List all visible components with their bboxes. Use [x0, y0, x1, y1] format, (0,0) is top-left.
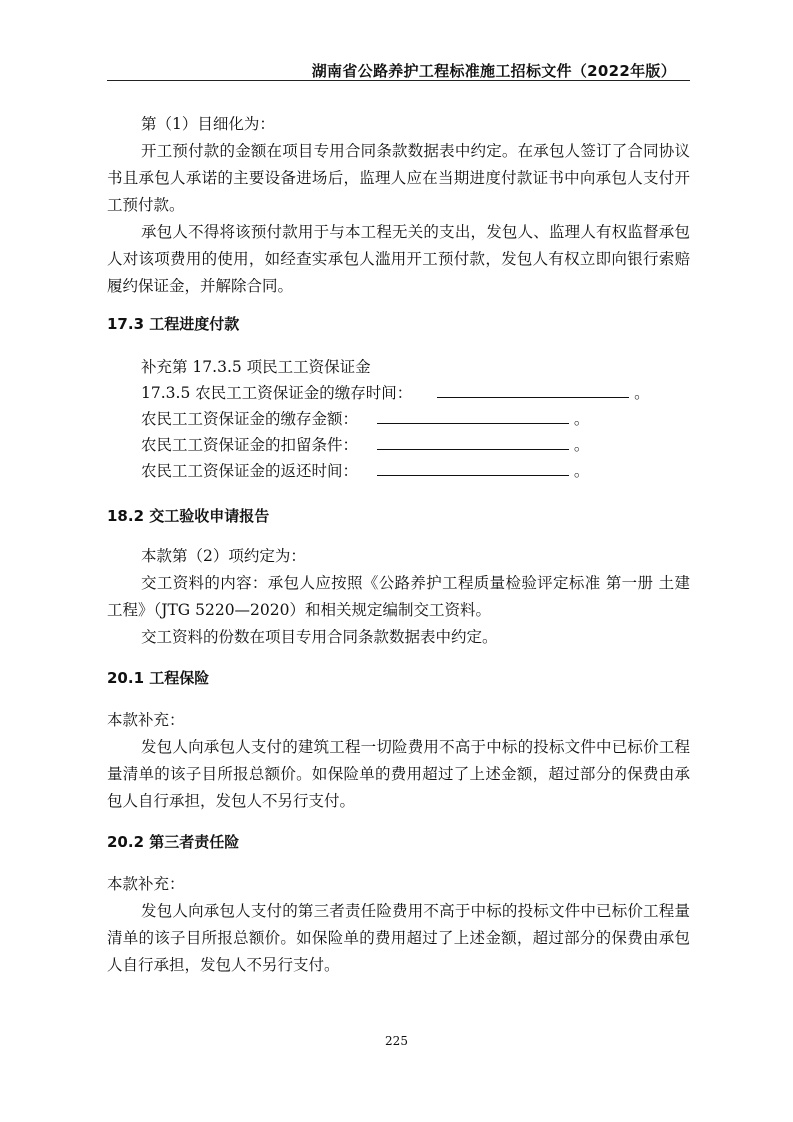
- field-label: 农民工工资保证金的缴存金额：: [141, 410, 359, 428]
- field-end-mark: 。: [634, 384, 650, 402]
- section-18-2-block: [107, 503, 690, 530]
- section-heading: 20.2 第三者责任险: [107, 833, 240, 851]
- fill-in-blank[interactable]: [377, 459, 569, 476]
- header-divider: [107, 80, 690, 81]
- third-party-insurance-paragraph: 发包人向承包人支付的第三者责任险费用不高于中标的投标文件中已标价工程量清单的该子目所报总额价。如保险单的费用超过了上述金额，超过部分的保费由承包人自行承担，发包人不另行支付。: [107, 902, 690, 974]
- form-field-row: [107, 458, 690, 484]
- item-intro: 第（1）目细化为：: [141, 115, 275, 133]
- clause-supplement-label: 本款补充：: [107, 711, 185, 729]
- advance-payment-paragraph: 开工预付款的金额在项目专用合同条款数据表中约定。在承包人签订了合同协议书且承包人承诺的主要设备进场后，监理人应在当期进度付款证书中向承包人支付开工预付款。: [107, 142, 690, 214]
- field-label: 农民工工资保证金的返还时间：: [141, 462, 359, 480]
- advance-payment-usage-paragraph: 承包人不得将该预付款用于与本工程无关的支出，发包人、监理人有权监督承包人对该项费用的使用，如经查实承包人滥用开工预付款，发包人有权立即向银行索赔履约保证金，并解除合同。: [107, 223, 690, 295]
- fill-in-blank[interactable]: [377, 433, 569, 450]
- section-20-1-block: [107, 665, 690, 692]
- handover-docs-copies-paragraph: 交工资料的份数在项目专用合同条款数据表中约定。: [141, 628, 498, 646]
- completion-report-block: [107, 543, 690, 651]
- page-number: 225: [385, 1034, 408, 1048]
- section-heading: 17.3 工程进度付款: [107, 315, 240, 333]
- field-end-mark: 。: [573, 462, 590, 480]
- wage-deposit-block: [107, 354, 690, 484]
- section-17-3-block: [107, 311, 690, 338]
- document-header-title: 湖南省公路养护工程标准施工招标文件（2022年版）: [311, 62, 676, 80]
- section-17-2-block: [107, 111, 690, 300]
- handover-docs-content-paragraph: 交工资料的内容：承包人应按照《公路养护工程质量检验评定标准 第一册 土建工程》（JTG 5220—2020）和相关规定编制交工资料。: [107, 574, 690, 619]
- section-heading: 18.2 交工验收申请报告: [107, 507, 270, 525]
- supplement-line: 补充第 17.3.5 项民工工资保证金: [141, 358, 371, 376]
- field-label: 17.3.5 农民工工资保证金的缴存时间：: [141, 384, 413, 402]
- section-20-2-block: [107, 829, 690, 856]
- fill-in-blank[interactable]: [377, 407, 569, 424]
- engineering-insurance-block: [107, 707, 690, 815]
- form-field-row: [107, 432, 690, 458]
- fill-in-blank[interactable]: [437, 381, 629, 398]
- engineering-insurance-paragraph: 发包人向承包人支付的建筑工程一切险费用不高于中标的投标文件中已标价工程量清单的该子目所报总额价。如保险单的费用超过了上述金额，超过部分的保费由承包人自行承担，发包人不另行支付。: [107, 738, 690, 810]
- third-party-insurance-block: [107, 871, 690, 979]
- item-intro: 本款第（2）项约定为：: [141, 547, 306, 565]
- section-heading: 20.1 工程保险: [107, 669, 210, 687]
- field-end-mark: 。: [573, 410, 590, 428]
- field-label: 农民工工资保证金的扣留条件：: [141, 436, 359, 454]
- form-field-row: [107, 380, 690, 406]
- field-end-mark: 。: [573, 436, 590, 454]
- form-field-row: [107, 406, 690, 432]
- clause-supplement-label: 本款补充：: [107, 875, 185, 893]
